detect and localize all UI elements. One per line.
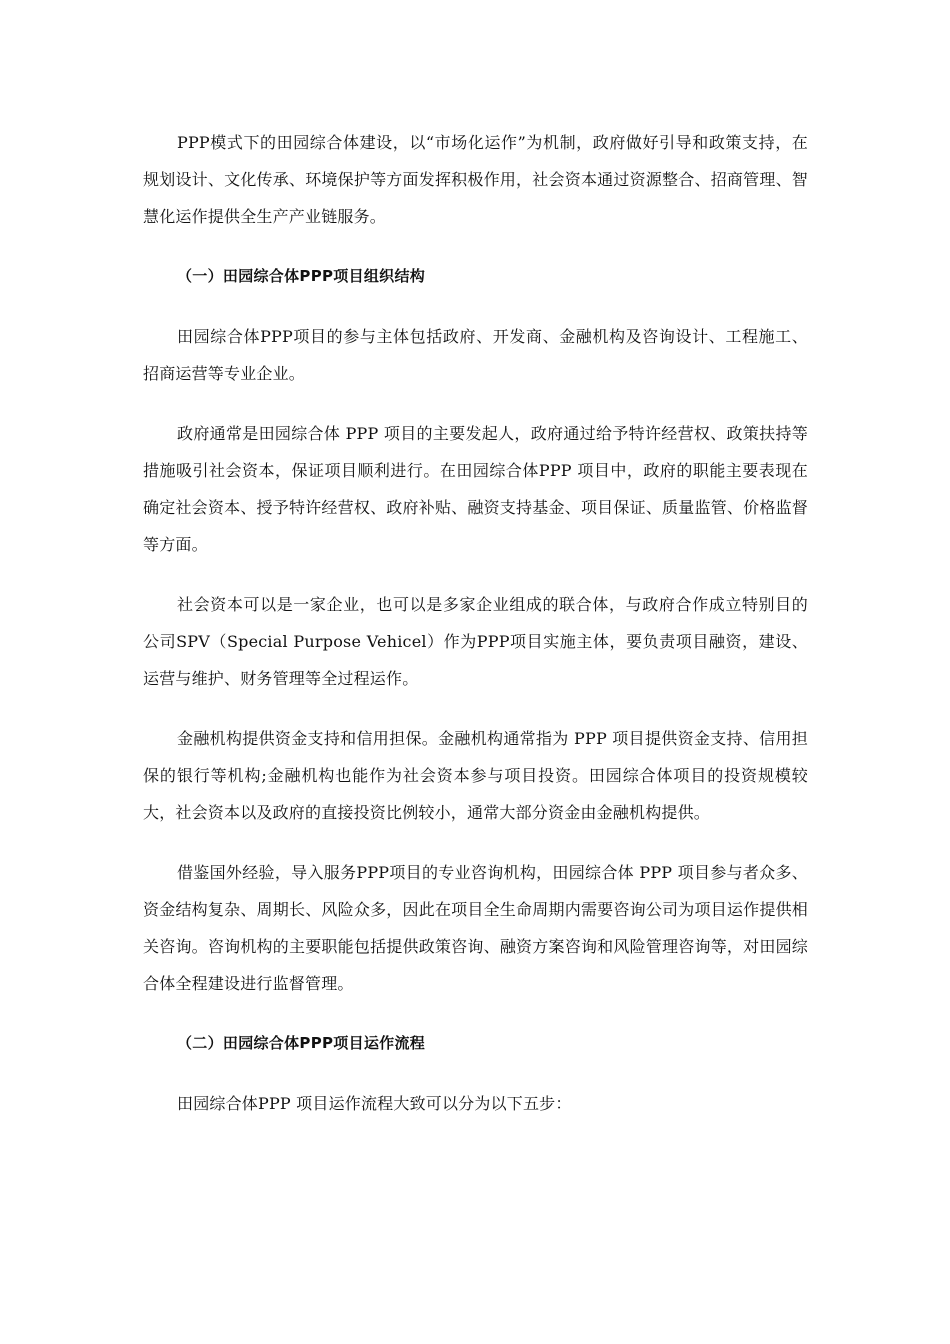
paragraph-financial-institutions: 金融机构提供资金支持和信用担保。金融机构通常指为 PPP 项目提供资金支持、信用担保的银行等机构;金融机构也能作为社会资本参与项目投资。田园综合体项目的投资规模较大，社会资本以及政府的直接投资比例较小，通常大部分资金由金融机构提供。 [143,729,808,822]
paragraph-consulting-agencies: 借鉴国外经验，导入服务PPP项目的专业咨询机构，田园综合体 PPP 项目参与者众多、资金结构复杂、周期长、风险众多，因此在项目全生命周期内需要咨询公司为项目运作提供相关咨询。咨询机构的主要职能包括提供政策咨询、融资方案咨询和风险管理咨询等，对田园综合体全程建设进行监督管理。 [143,863,808,993]
paragraph-process-steps: 田园综合体PPP 项目运作流程大致可以分为以下五步： [177,1094,572,1113]
paragraph-participants: 田园综合体PPP项目的参与主体包括政府、开发商、金融机构及咨询设计、工程施工、招商运营等专业企业。 [143,327,808,383]
paragraph-government-role: 政府通常是田园综合体 PPP 项目的主要发起人，政府通过给予特许经营权、政策扶持等措施吸引社会资本，保证项目顺利进行。在田园综合体PPP 项目中，政府的职能主要表现在确定社会资本、授予特许经营权、政府补贴、融资支持基金、项目保证、质量监管、价格监督等方面。 [143,424,808,554]
section-heading-process: （二）田园综合体PPP项目运作流程 [177,1034,426,1052]
document-body [143,124,808,1145]
paragraph-social-capital: 社会资本可以是一家企业，也可以是多家企业组成的联合体，与政府合作成立特别目的公司SPV（Special Purpose Vehicel）作为PPP项目实施主体，要负责项目融资，建设、运营与维护、财务管理等全过程运作。 [143,595,808,688]
section-heading-organization: （一）田园综合体PPP项目组织结构 [177,267,426,285]
paragraph-ppp-model: PPP模式下的田园综合体建设，以“市场化运作”为机制，政府做好引导和政策支持，在规划设计、文化传承、环境保护等方面发挥积极作用，社会资本通过资源整合、招商管理、智慧化运作提供全生产产业链服务。 [143,133,808,226]
